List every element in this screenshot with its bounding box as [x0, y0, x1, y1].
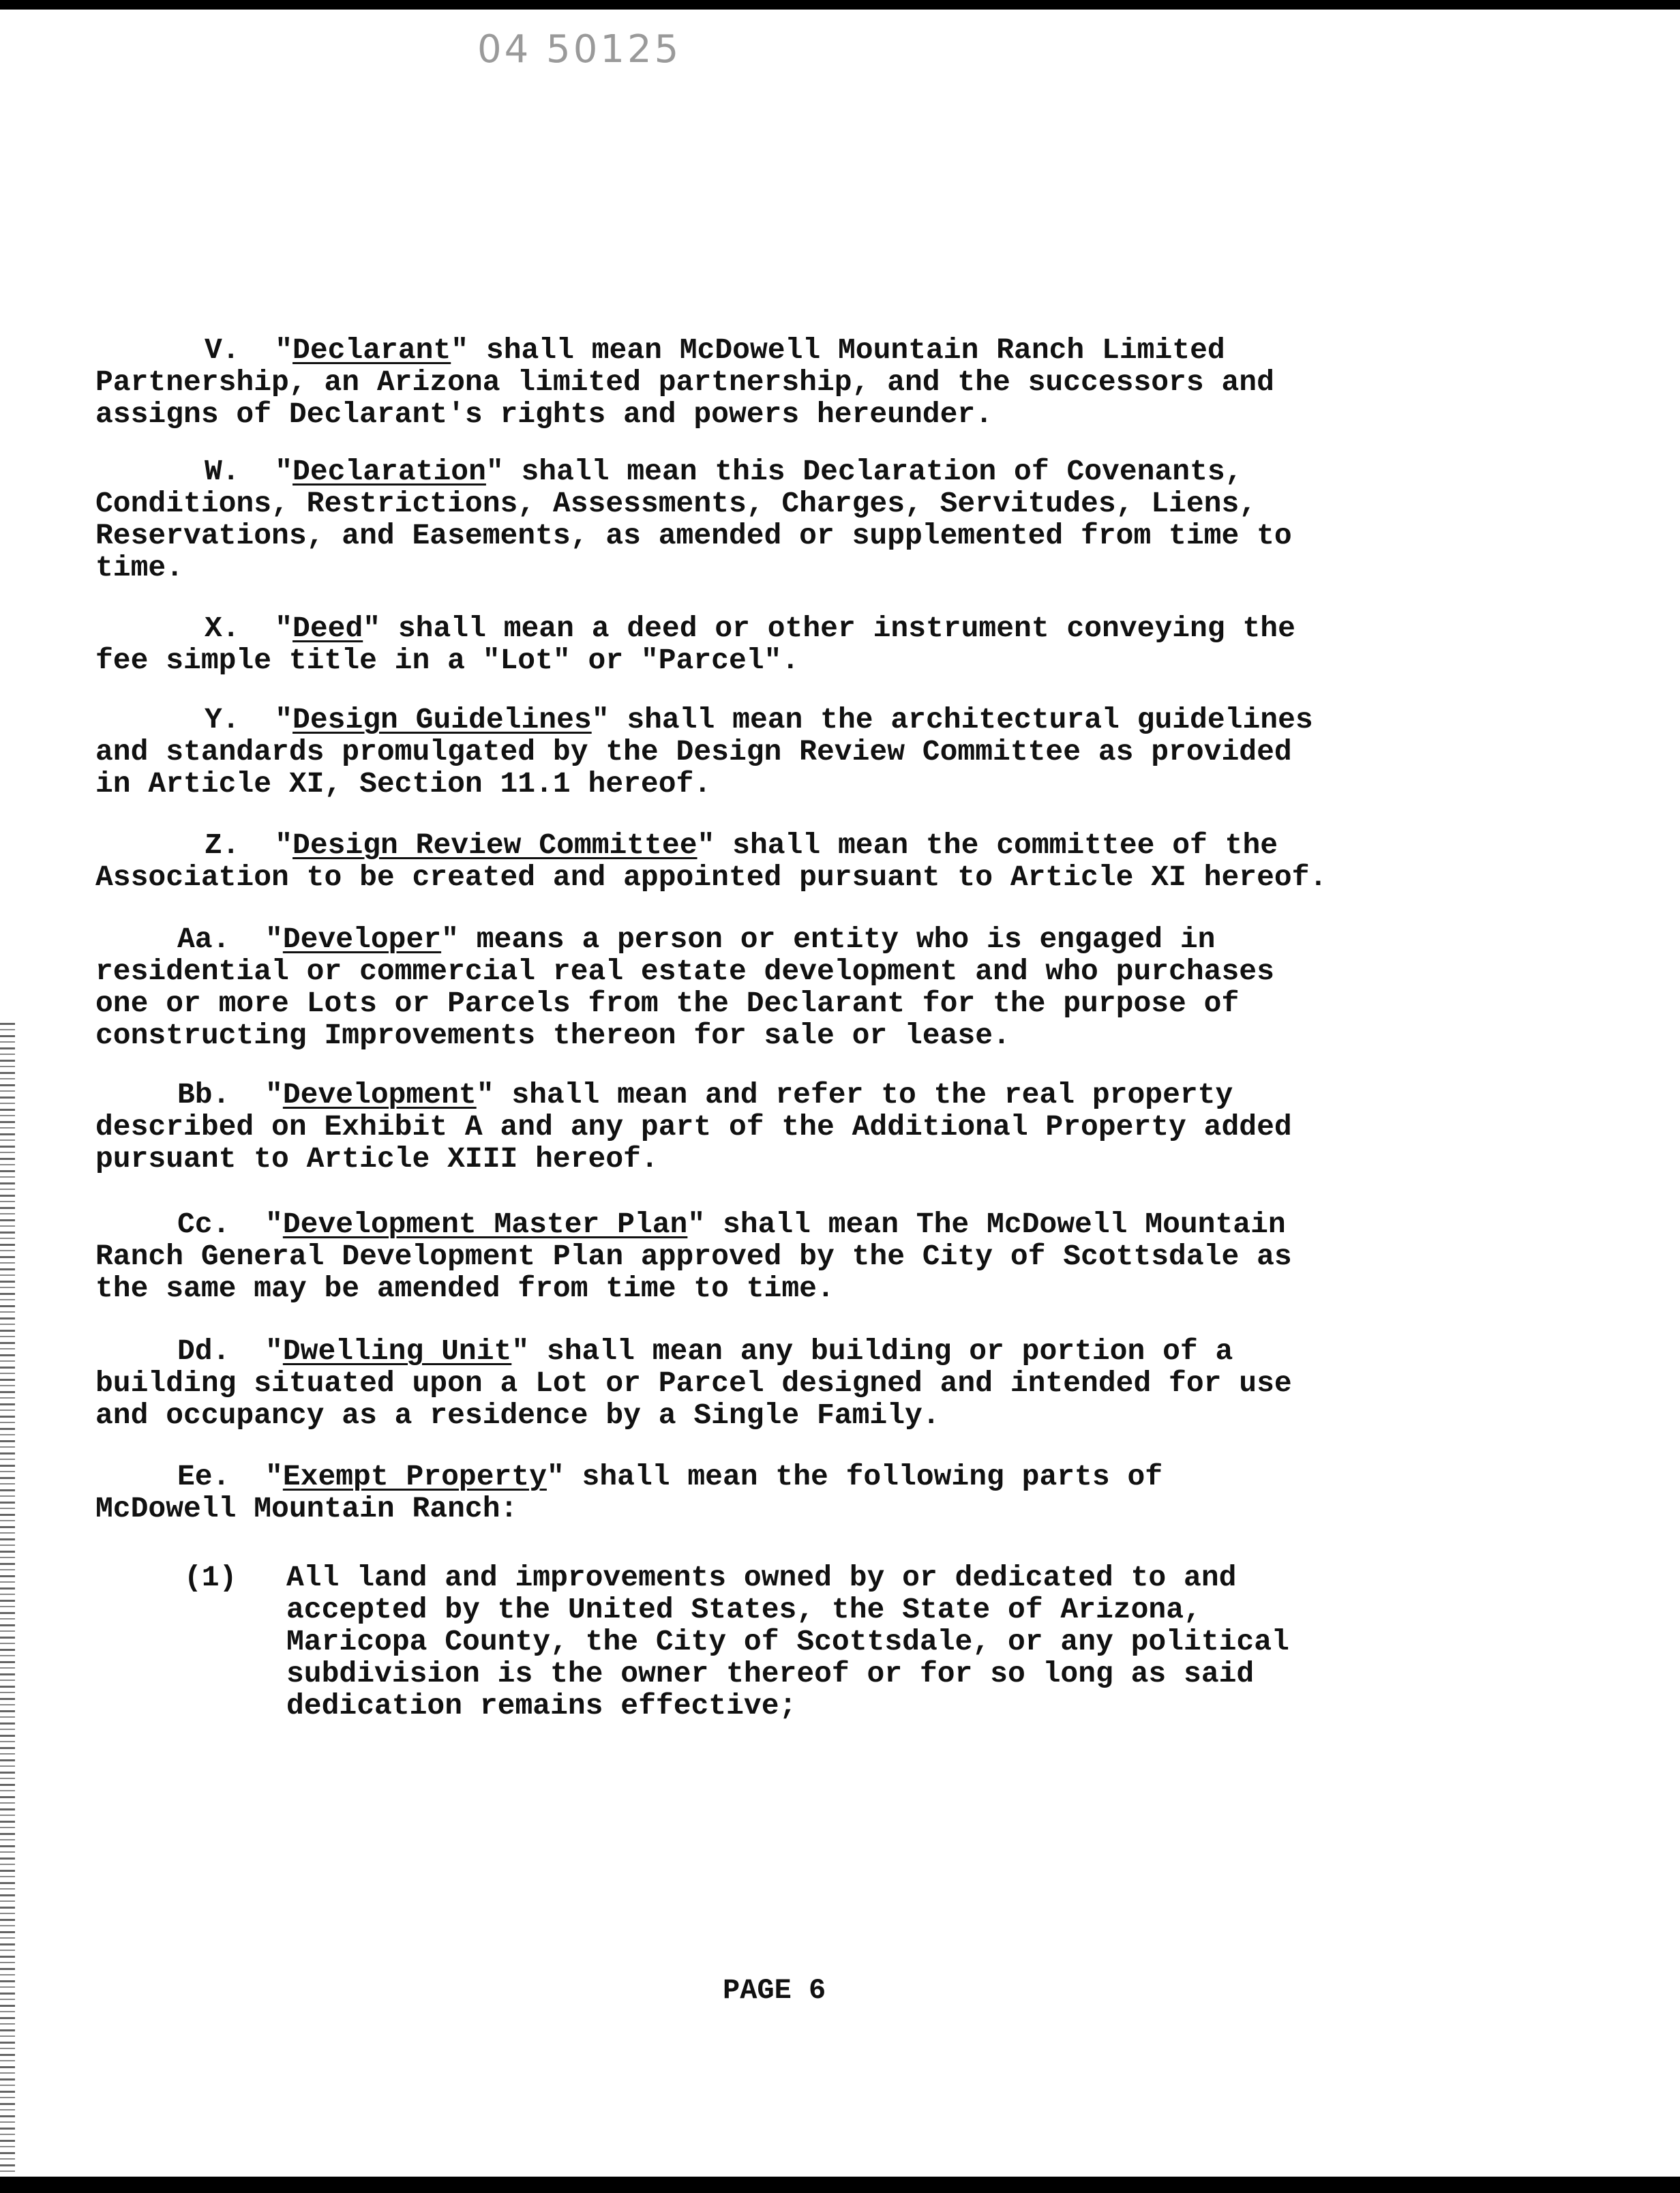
definition-letter: W.	[205, 455, 240, 488]
defined-term: Development Master Plan	[282, 1208, 688, 1241]
definition-design-guidelines: Y. "Design Guidelines" shall mean the architectural guidelines and standards promulgated by the Design Review Committee as provided in Article XI, Section 11.1 hereof.	[95, 703, 1313, 801]
definition-letter: X.	[205, 612, 240, 645]
definition-letter: Aa.	[177, 923, 230, 956]
definition-letter: Dd.	[177, 1334, 230, 1368]
definition-first-line: shall mean this Declaration of Covenants,	[503, 455, 1243, 488]
definition-design-review-committee: Z. "Design Review Committee" shall mean the committee of the Association to be created and appointed pursuant to Article XI hereof.	[95, 829, 1328, 894]
definition-first-line: shall mean the committee of the	[715, 829, 1278, 862]
defined-term: Exempt Property	[282, 1460, 547, 1493]
list-item-text: All land and improvements owned by or dedicated to and accepted by the United States, the State of Arizona, Maricopa County, the City of Scottsdale, or any political subdivision is the owner thereof or for so long as said dedication remains effective;	[286, 1561, 1289, 1722]
defined-term: Deed	[292, 612, 363, 645]
defined-term: Development	[282, 1078, 477, 1112]
defined-term: Dwelling Unit	[282, 1334, 512, 1368]
list-item-number: (1)	[184, 1561, 237, 1594]
defined-term: Declarant	[292, 333, 451, 367]
definition-letter: Cc.	[177, 1208, 230, 1241]
definition-continuation: Conditions, Restrictions, Assessments, Charges, Servitudes, Liens, Reservations, and Easements, as amended or supplemented from time to time.	[95, 487, 1292, 584]
defined-term: Design Guidelines	[292, 703, 592, 736]
definition-first-line: shall mean the following parts of	[564, 1460, 1163, 1493]
definition-letter: Z.	[205, 829, 240, 862]
definition-dwelling-unit: Dd. "Dwelling Unit" shall mean any building or portion of a building situated upon a Lot or Parcel designed and intended for use and occupancy as a residence by a Single Family.	[95, 1334, 1292, 1432]
definition-first-line: shall mean any building or portion of a	[529, 1334, 1233, 1368]
definition-continuation: Association to be created and appointed pursuant to Article XI hereof.	[95, 861, 1328, 894]
scan-left-edge-artifact	[0, 1023, 15, 2182]
definition-first-line: shall mean McDowell Mountain Ranch Limited	[468, 333, 1225, 367]
page-number: PAGE 6	[723, 1974, 826, 2007]
defined-term: Developer	[282, 923, 442, 956]
definition-first-line: means a person or entity who is engaged in	[458, 923, 1216, 956]
definition-first-line: shall mean The McDowell Mountain	[705, 1208, 1286, 1241]
defined-term: Design Review Committee	[292, 829, 698, 862]
definition-continuation: and standards promulgated by the Design Review Committee as provided in Article XI, Section 11.1 hereof.	[95, 735, 1292, 801]
definition-continuation: Ranch General Development Plan approved by the City of Scottsdale as the same may be amended from time to time.	[95, 1240, 1292, 1305]
definition-letter: V.	[205, 333, 240, 367]
definition-letter: Y.	[205, 703, 240, 736]
definition-first-line: shall mean the architectural guidelines	[609, 703, 1313, 736]
definition-exempt-property: Ee. "Exempt Property" shall mean the following parts of McDowell Mountain Ranch:	[95, 1460, 1163, 1525]
definition-continuation: described on Exhibit A and any part of the Additional Property added pursuant to Article XIII hereof.	[95, 1110, 1292, 1176]
definition-developer: Aa. "Developer" means a person or entity who is engaged in residential or commercial real estate development and who purchases one or more Lots or Parcels from the Declarant for the purpose of constructing Improvements thereon for sale or lease.	[95, 923, 1274, 1052]
definition-development-master-plan: Cc. "Development Master Plan" shall mean The McDowell Mountain Ranch General Development Plan approved by the City of Scottsdale as the same may be amended from time to time.	[95, 1208, 1292, 1305]
definition-letter: Bb.	[177, 1078, 230, 1112]
definition-development: Bb. "Development" shall mean and refer to the real property described on Exhibit A and any part of the Additional Property added pursuant to Article XIII hereof.	[95, 1078, 1292, 1176]
definition-first-line: shall mean a deed or other instrument conveying the	[380, 612, 1295, 645]
scan-top-border	[0, 0, 1680, 10]
definition-letter: Ee.	[177, 1460, 230, 1493]
defined-term: Declaration	[292, 455, 486, 488]
definition-first-line: shall mean and refer to the real property	[494, 1078, 1233, 1112]
definition-declarant: V. "Declarant" shall mean McDowell Mountain Ranch Limited Partnership, an Arizona limited partnership, and the successors and assigns of Declarant's rights and powers hereunder.	[95, 333, 1274, 431]
definition-continuation: building situated upon a Lot or Parcel designed and intended for use and occupancy as a residence by a Single Family.	[95, 1367, 1292, 1432]
scan-bottom-border	[0, 2177, 1680, 2193]
definition-deed: X. "Deed" shall mean a deed or other instrument conveying the fee simple title in a "Lot" or "Parcel".	[95, 612, 1295, 677]
document-stamp-number: 04 50125	[477, 27, 682, 72]
definition-continuation: fee simple title in a "Lot" or "Parcel".	[95, 644, 800, 677]
definition-continuation: McDowell Mountain Ranch:	[95, 1492, 518, 1525]
definition-continuation: residential or commercial real estate development and who purchases one or more Lots or Parcels from the Declarant for the purpose of constructing Improvements thereon for sale or lease.	[95, 955, 1274, 1052]
definition-continuation: Partnership, an Arizona limited partnership, and the successors and assigns of Declarant's rights and powers hereunder.	[95, 366, 1274, 431]
definition-declaration: W. "Declaration" shall mean this Declaration of Covenants, Conditions, Restrictions, Assessments, Charges, Servitudes, Liens, Reservations, and Easements, as amended or supplemented from time to time.	[95, 455, 1292, 584]
